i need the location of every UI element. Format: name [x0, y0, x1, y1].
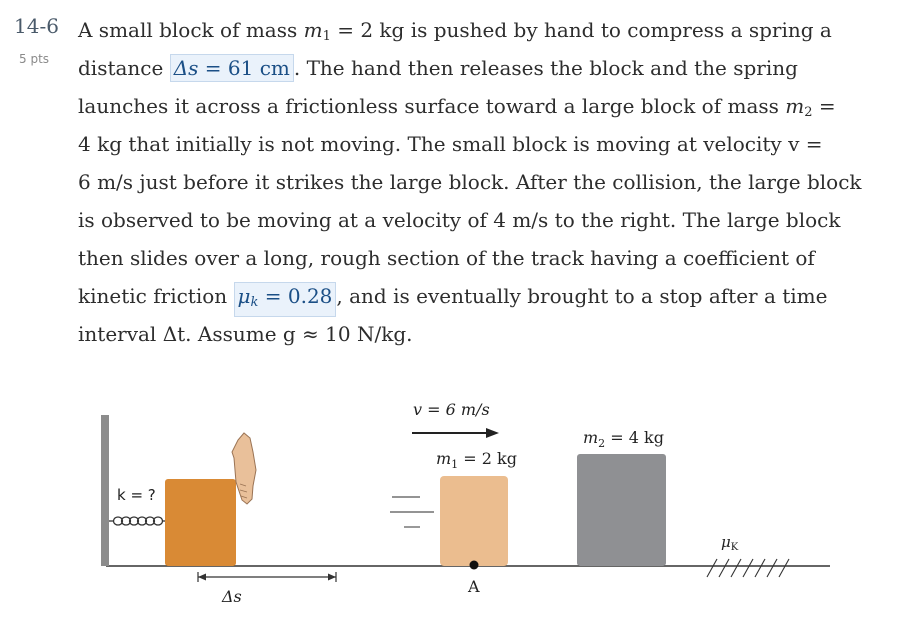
text-segment: A small block of mass: [78, 18, 304, 42]
text-segment: =: [812, 94, 836, 118]
small-block-compressed: [165, 479, 236, 566]
problem-line-4: 4 kg that initially is not moving. The small block is moving at velocity v =: [78, 132, 823, 156]
text-segment: = 2 kg is pushed by hand to compress a spring a: [330, 18, 832, 42]
small-block-moving: [440, 476, 508, 566]
m2-label-symbol: m: [583, 428, 599, 447]
m1-label-symbol: m: [436, 449, 452, 468]
ds-arrow-right-icon: [328, 574, 336, 581]
mu-k-value: = 0.28: [258, 284, 333, 308]
m2-subscript: 2: [804, 105, 813, 120]
question-points: 5 pts: [19, 52, 50, 66]
mu-label-symbol: μ: [721, 533, 731, 551]
ds-label: Δs: [222, 587, 242, 606]
spring-constant-label: k = ?: [117, 486, 156, 504]
large-block: [577, 454, 666, 566]
spring-icon: [109, 517, 165, 525]
text-segment: kinetic friction: [78, 284, 234, 308]
velocity-arrow-head-icon: [486, 428, 499, 438]
velocity-label: v = 6 m/s: [413, 400, 490, 419]
m2-symbol: m: [785, 94, 805, 118]
problem-line-7: then slides over a long, rough section of the track having a coefficient of: [78, 246, 815, 270]
m2-label-subscript: 2: [598, 437, 606, 450]
mu-k-diagram-label: [721, 533, 739, 553]
m1-diagram-label: [436, 449, 517, 471]
m2-label-value: = 4 kg: [605, 428, 664, 447]
mu-subscript: k: [250, 295, 259, 310]
m1-subscript: 1: [322, 29, 331, 44]
text-segment: launches it across a frictionless surface toward a large block of mass: [78, 94, 786, 118]
mu-symbol: μ: [237, 284, 251, 308]
text-segment: . The hand then releases the block and the spring: [293, 56, 798, 80]
m2-diagram-label: [583, 428, 664, 450]
question-number: 14-6: [14, 14, 59, 38]
point-a-marker: [470, 561, 479, 570]
problem-line-5: 6 m/s just before it strikes the large block. After the collision, the large block: [78, 170, 862, 194]
ds-arrow-left-icon: [198, 574, 206, 581]
text-segment: distance: [78, 56, 170, 80]
rough-surface-hatch-icon: [707, 559, 789, 577]
m1-label-subscript: 1: [451, 458, 459, 471]
m1-symbol: m: [303, 18, 323, 42]
wall: [101, 415, 109, 566]
text-segment: , and is eventually brought to a stop after a time: [336, 284, 828, 308]
point-a-label: A: [468, 577, 480, 596]
delta-s-symbol: Δs: [173, 56, 199, 80]
problem-line-6: is observed to be moving at a velocity of 4 m/s to the right. The large block: [78, 208, 841, 232]
delta-s-value: = 61 cm: [198, 56, 290, 80]
motion-lines-icon: [390, 497, 434, 527]
problem-line-9: interval Δt. Assume g ≈ 10 N/kg.: [78, 322, 413, 346]
mu-label-subscript: K: [730, 542, 739, 553]
m1-label-value: = 2 kg: [458, 449, 517, 468]
